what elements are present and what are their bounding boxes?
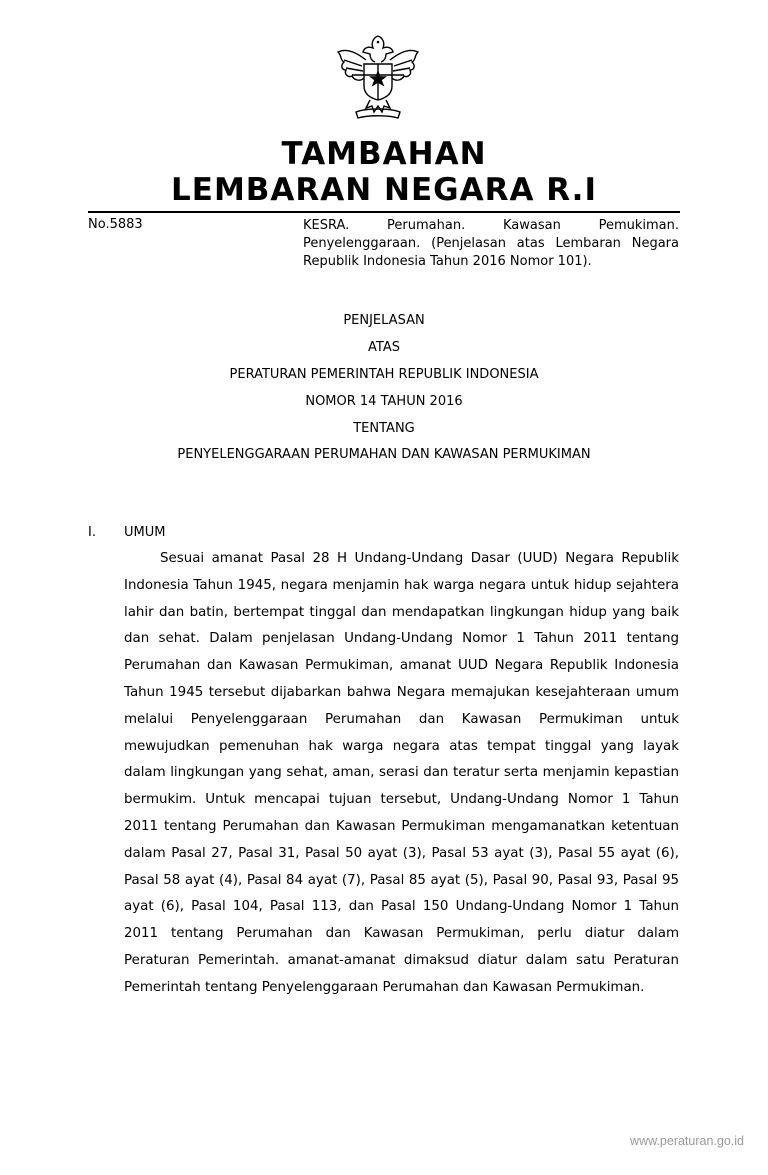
- heading-atas: ATAS: [368, 340, 400, 355]
- document-subject: KESRA. Perumahan. Kawasan Pemukiman. Penyelenggaraan. (Penjelasan atas Lembaran Negara Republik Indonesia Tahun 2016 Nomor 101).: [303, 218, 679, 269]
- document-number: No.5883: [88, 217, 143, 232]
- heading-penjelasan: PENJELASAN: [343, 313, 425, 328]
- header-divider: [88, 211, 680, 213]
- heading-regulation: PERATURAN PEMERINTAH REPUBLIK INDONESIA: [229, 367, 539, 382]
- heading-subject: PENYELENGGARAAN PERUMAHAN DAN KAWASAN PERMUKIMAN: [177, 447, 591, 462]
- section-paragraph: Sesuai amanat Pasal 28 H Undang-Undang Dasar (UUD) Negara Republik Indonesia Tahun 1945, negara menjamin hak warga negara untuk hidup sejahtera lahir dan batin, bertempat tinggal dan mendapatkan lingkungan hidup yang baik dan sehat. Dalam penjelasan Undang-Undang Nomor 1 Tahun 2011 tentang Perumahan dan Kawasan Permukiman, amanat UUD Negara Republik Indonesia Tahun 1945 tersebut dijabarkan bahwa Negara memajukan kesejahteraan umum melalui Penyelenggaraan Perumahan dan Kawasan Permukiman untuk mewujudkan pemenuhan hak warga negara atas tempat tinggal yang layak dalam lingkungan yang sehat, aman, serasi dan teratur serta menjamin kepastian bermukim. Untuk mencapai tujuan tersebut, Undang-Undang Nomor 1 Tahun 2011 tentang Perumahan dan Kawasan Permukiman mengamanatkan ketentuan dalam Pasal 27, Pasal 31, Pasal 50 ayat (3), Pasal 53 ayat (3), Pasal 55 ayat (6), Pasal 58 ayat (4), Pasal 84 ayat (7), Pasal 85 ayat (5), Pasal 90, Pasal 93, Pasal 95 ayat (6), Pasal 104, Pasal 113, dan Pasal 150 Undang-Undang Nomor 1 Tahun 2011 tentang Perumahan dan Kawasan Permukiman, perlu diatur dalam Peraturan Pemerintah. amanat-amanat dimaksud diatur dalam satu Peraturan Pemerintah tentang Penyelenggaraan Perumahan dan Kawasan Permukiman.: [124, 551, 679, 995]
- garuda-emblem-icon: [330, 30, 426, 126]
- section-title: UMUM: [124, 525, 166, 540]
- document-subtitle: LEMBARAN NEGARA R.I: [171, 172, 597, 208]
- heading-tentang: TENTANG: [353, 421, 415, 436]
- section-number: I.: [88, 525, 96, 540]
- heading-number: NOMOR 14 TAHUN 2016: [305, 394, 463, 409]
- document-title: TAMBAHAN: [281, 136, 487, 172]
- footer-url: www.peraturan.go.id: [630, 1134, 744, 1148]
